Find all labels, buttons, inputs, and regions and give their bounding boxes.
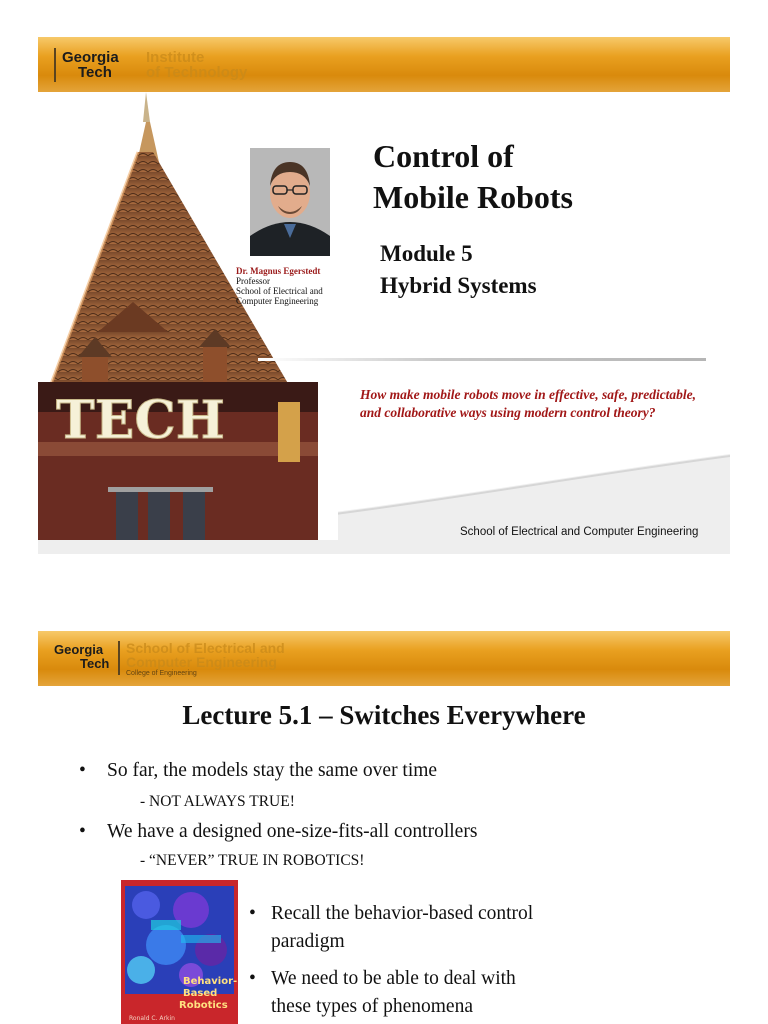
book-bullet-line-2: paradigm xyxy=(271,931,345,952)
bullet-dot: • xyxy=(79,760,86,781)
bullet-item xyxy=(79,821,478,843)
divider-line xyxy=(258,358,706,361)
logo-suffix-line-1: Institute xyxy=(146,49,205,66)
logo-divider-2 xyxy=(118,641,120,675)
logo2-line-2: Tech xyxy=(80,656,110,671)
georgia-tech-logo xyxy=(62,50,119,80)
presenter-caption xyxy=(236,266,323,306)
book-bullet-item xyxy=(249,965,516,1021)
bullet-dot: • xyxy=(249,968,256,989)
lecture-title: Lecture 5.1 – Switches Everywhere xyxy=(182,700,586,730)
book-bullet-item xyxy=(249,900,534,956)
module-heading xyxy=(380,238,537,302)
bullet-item xyxy=(79,760,438,782)
header-banner-2 xyxy=(38,631,730,686)
school-line-2: Computer Engineering xyxy=(126,654,277,670)
bullet-subtext: - “NEVER” TRUE IN ROBOTICS! xyxy=(140,852,365,869)
book-bullet-line-2: these types of phenomena xyxy=(271,996,473,1017)
logo-line-2: Tech xyxy=(78,64,112,81)
title-slide xyxy=(38,92,730,554)
presenter-name: Dr. Magnus Egerstedt xyxy=(236,266,321,276)
book-author: Ronald C. Arkin xyxy=(129,1015,175,1022)
presenter-portrait-icon xyxy=(250,148,330,256)
bullet-dot: • xyxy=(79,821,86,842)
robot-cover-art-icon xyxy=(121,880,238,1024)
module-topic: Hybrid Systems xyxy=(380,273,537,298)
logo-line-1: Georgia xyxy=(62,49,119,66)
book-title-1: Behavior- xyxy=(183,976,238,987)
course-title-line-2: Mobile Robots xyxy=(373,179,573,215)
book-cover-image xyxy=(121,880,238,1024)
school-line-1: School of Electrical and xyxy=(126,640,285,656)
course-title-line-1: Control of xyxy=(373,138,514,174)
book-title-3: Robotics xyxy=(179,1000,228,1011)
presenter-title: Professor xyxy=(236,276,270,286)
bullet-text: So far, the models stay the same over time xyxy=(107,760,438,781)
bullet-dot: • xyxy=(249,903,256,924)
presenter-dept-1: School of Electrical and xyxy=(236,286,323,296)
slide-footer: School of Electrical and Computer Engineering xyxy=(460,526,699,538)
logo-divider xyxy=(54,48,56,82)
bullet-text: We have a designed one-size-fits-all controllers xyxy=(107,821,478,842)
course-question: How make mobile robots move in effective, safe, predictable, and collaborative ways using modern control theory? xyxy=(360,387,697,420)
book-bullet-line-1: We need to be able to deal with xyxy=(271,968,516,989)
header-banner xyxy=(38,37,730,92)
course-title xyxy=(373,136,573,218)
bullet-subtext: - NOT ALWAYS TRUE! xyxy=(140,793,295,810)
book-bullet-line-1: Recall the behavior-based control xyxy=(271,903,534,924)
school-name xyxy=(126,641,285,679)
tech-sign-text: TECH xyxy=(56,390,225,451)
presenter-dept-2: Computer Engineering xyxy=(236,296,319,306)
presenter-photo xyxy=(250,148,330,256)
module-number: Module 5 xyxy=(380,241,473,266)
school-line-3: College of Engineering xyxy=(126,670,197,677)
georgia-tech-logo-2 xyxy=(54,643,109,671)
logo-suffix-line-2: of Technology xyxy=(146,64,248,81)
logo-suffix xyxy=(146,50,247,80)
book-title-2: Based xyxy=(183,988,218,999)
logo2-line-1: Georgia xyxy=(54,642,104,657)
